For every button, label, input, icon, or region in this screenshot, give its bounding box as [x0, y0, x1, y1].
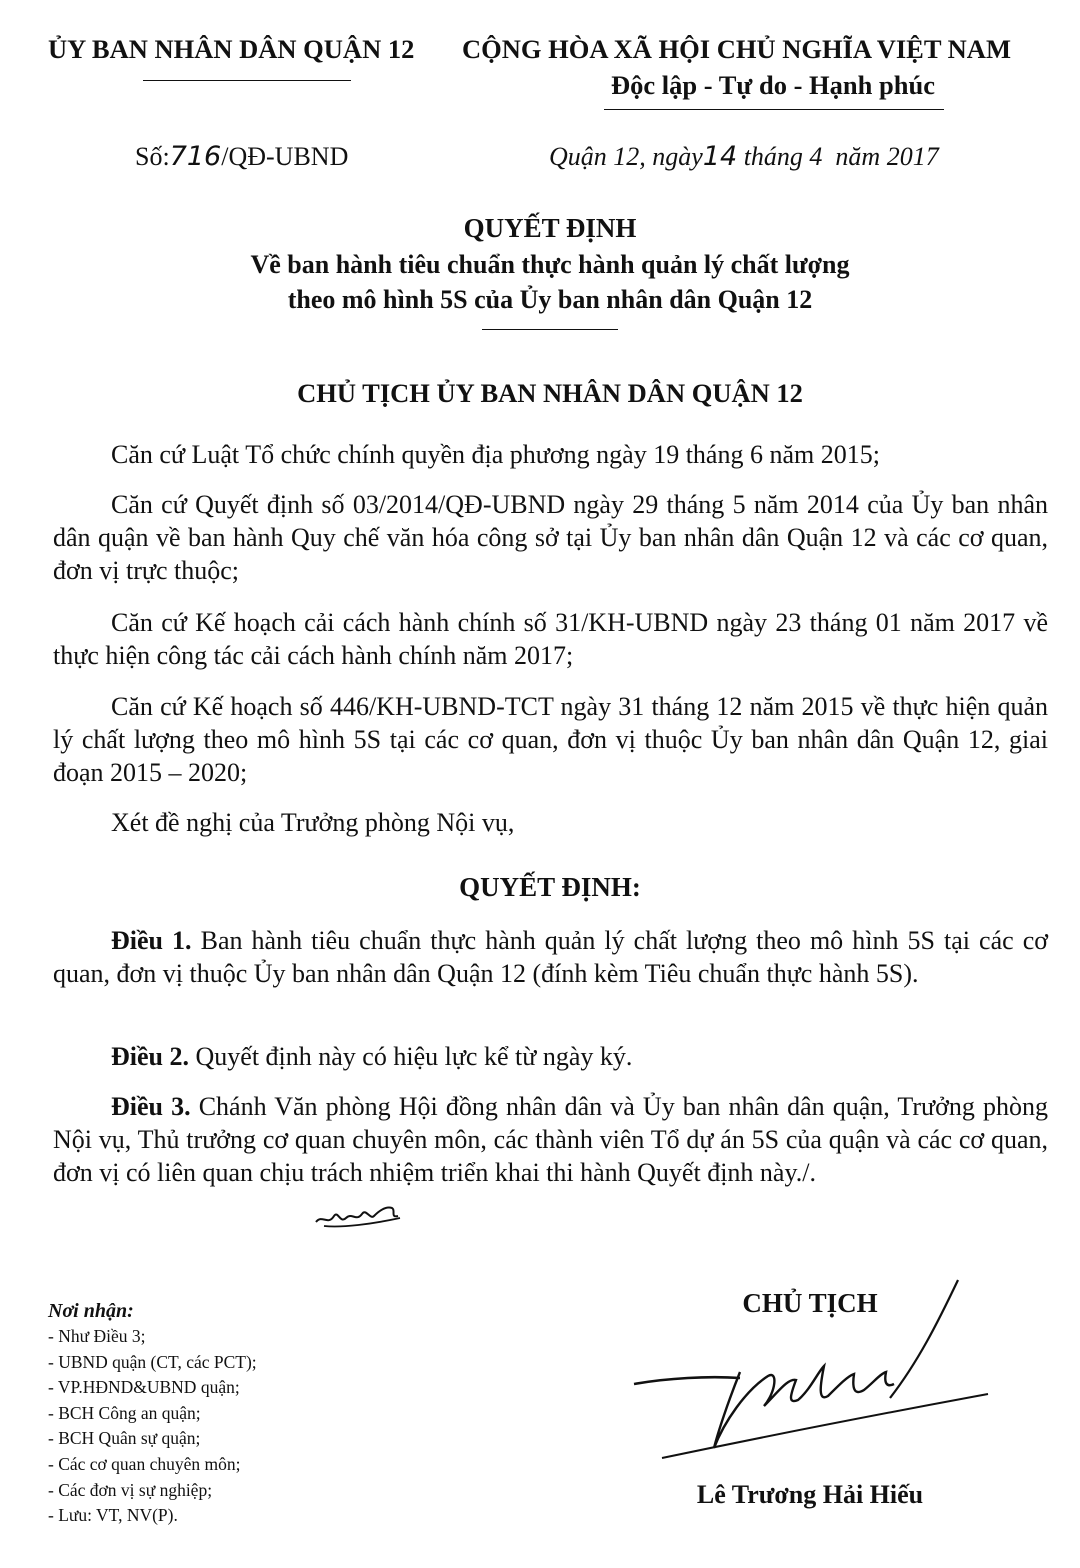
article-3-label: Điều 3. [111, 1092, 191, 1121]
initials-scribble [312, 1196, 404, 1232]
preamble-1: Căn cứ Luật Tổ chức chính quyền địa phương ngày 19 tháng 6 năm 2015; [111, 440, 880, 469]
article-1 [53, 924, 1048, 990]
national-title: CỘNG HÒA XÃ HỘI CHỦ NGHĨA VIỆT NAM [462, 34, 1011, 64]
signer-position: CHỦ TỊCH [742, 1288, 878, 1318]
article-1-text: Ban hành tiêu chuẩn thực hành quản lý chất lượng theo mô hình 5S tại các cơ quan, đơn vị thuộc Ủy ban nhân dân Quận 12 (đính kèm Tiêu chuẩn thực hành 5S). [53, 926, 1049, 988]
date-day-handwritten: 14 [702, 141, 738, 172]
title-underline [482, 329, 618, 330]
number-suffix: /QĐ-UBND [221, 142, 349, 171]
article-2-text: Quyết định này có hiệu lực kể từ ngày ký. [189, 1042, 633, 1071]
date-prefix: Quận 12, ngày [549, 142, 703, 171]
document-date [549, 141, 939, 172]
recipient-item: - Như Điều 3; [48, 1326, 146, 1346]
preamble-5: Xét đề nghị của Trưởng phòng Nội vụ, [111, 808, 515, 837]
preamble-3: Căn cứ Kế hoạch cải cách hành chính số 31/KH-UBND ngày 23 tháng 01 năm 2017 về thực hiện công tác cải cách hành chính năm 2017; [53, 608, 1048, 670]
recipient-item: - VP.HĐND&UBND quận; [48, 1377, 240, 1398]
decision-title: QUYẾT ĐỊNH [463, 213, 637, 243]
number-prefix: Số: [135, 142, 170, 171]
motto-underline [604, 109, 944, 110]
number-handwritten: 716 [169, 141, 222, 172]
date-suffix: tháng 4 năm 2017 [737, 142, 939, 171]
recipients-block [48, 1298, 468, 1529]
signer-name: Lê Trương Hải Hiếu [696, 1480, 924, 1509]
handwritten-signature [628, 1272, 998, 1472]
recipient-item: - Các đơn vị sự nghiệp; [48, 1479, 213, 1500]
decision-heading: QUYẾT ĐỊNH: [459, 872, 641, 902]
recipient-item: - Lưu: VT, NV(P). [48, 1505, 178, 1526]
article-2 [53, 1040, 1048, 1073]
preamble-2: Căn cứ Quyết định số 03/2014/QĐ-UBND ngày 29 tháng 5 năm 2014 của Ủy ban nhân dân quận về ban hành Quy chế văn hóa công sở tại Ủy ban nhân dân Quận 12 và các cơ quan, đơn vị trực thuộc; [53, 490, 1048, 585]
recipient-item: - Các cơ quan chuyên môn; [48, 1453, 241, 1474]
recipients-list [48, 1324, 468, 1529]
article-1-label: Điều 1. [111, 926, 192, 955]
issuing-authority: CHỦ TỊCH ỦY BAN NHÂN DÂN QUẬN 12 [297, 378, 803, 408]
article-2-label: Điều 2. [111, 1042, 189, 1071]
article-3-text: Chánh Văn phòng Hội đồng nhân dân và Ủy ban nhân dân quận, Trưởng phòng Nội vụ, Thủ trưởng cơ quan chuyên môn, các thành viên Tổ dự án 5S của quận và các cơ quan, đơn vị có liên quan chịu trách nhiệm triển khai thi hành Quyết định này./. [53, 1092, 1048, 1187]
recipient-item: - UBND quận (CT, các PCT); [48, 1351, 257, 1372]
national-motto: Độc lập - Tự do - Hạnh phúc [611, 70, 935, 100]
agency-underline [143, 80, 351, 81]
preamble-4: Căn cứ Kế hoạch số 446/KH-UBND-TCT ngày 31 tháng 12 năm 2015 về thực hiện quản lý chất lượng theo mô hình 5S tại các cơ quan, đơn vị thuộc Ủy ban nhân dân Quận 12, giai đoạn 2015 – 2020; [53, 692, 1048, 787]
recipients-title: Nơi nhận: [48, 1300, 134, 1322]
recipient-item: - BCH Công an quận; [48, 1402, 201, 1423]
decision-subject-line-2: theo mô hình 5S của Ủy ban nhân dân Quận 12 [287, 285, 813, 314]
recipient-item: - BCH Quân sự quận; [48, 1428, 201, 1449]
article-3 [53, 1090, 1048, 1189]
document-number [135, 141, 348, 172]
issuing-agency: ỦY BAN NHÂN DÂN QUẬN 12 [48, 34, 415, 64]
decision-subject-line-1: Về ban hành tiêu chuẩn thực hành quản lý chất lượng [250, 250, 850, 279]
